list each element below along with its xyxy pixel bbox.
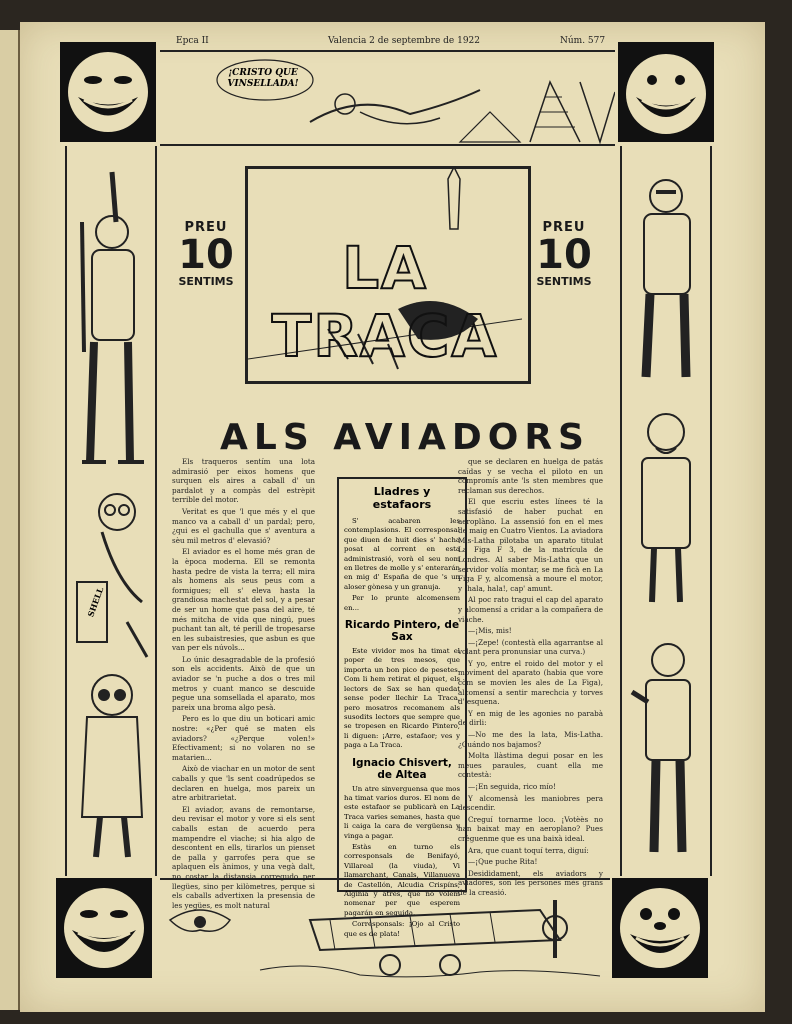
issue-epoch: Epca II	[176, 36, 209, 46]
box-text-1	[344, 647, 460, 750]
box-paragraph: Per lo prunte alcomensem en...	[344, 594, 460, 612]
paragraph: que se declaren en huelga de patás caídas y se vecha el piloto en un compromís ante 'ls sten membres que reclaman sus derechos.	[458, 457, 603, 495]
top-banner	[160, 50, 615, 146]
newspaper-page	[20, 22, 765, 1012]
shell-can-label: SHELL	[85, 585, 106, 619]
price-left	[170, 220, 242, 288]
article-column-right	[458, 457, 603, 900]
paragraph: Al poc rato tragui el cap del aparato y alcomensí a cridar a la compañera de viache.	[458, 595, 603, 624]
paragraph: —¡Zepe! (contestà ella agarrantse al volant pera pronunsiar una curva.)	[458, 637, 603, 657]
paragraph: Pero es lo que diu un boticari amic nostre: «¿Per qué se maten els aviadors? «¿Perque volen!» Efectivament; si no volaren no se matarien...	[172, 714, 315, 762]
box-paragraph: Corresponsals: ¡Ojo al Cristo que es de plata!	[344, 920, 460, 938]
box-paragraph: S' acabaren les contemplasions. El corresponsal que diuen de huit dies s' hacha posat al corrent en esta administrasió, vorà el seu nom en lletres de molle y s' enterarán en mig d' España de que 's un aloser gònesa y un granuja.	[344, 517, 460, 591]
price-left-label: PREU	[184, 220, 228, 235]
box-paragraph: Estàs en turno els corresponsals de Benifayó, Villareal (la viuda), Vi llamarchant, Canals, Villanueva de Castellón, Alcudia Crispíns, Alginia y atres, que no volem nomenar per que esperem pagarán en seguida.	[344, 842, 460, 917]
issue-number: Núm. 577	[560, 36, 606, 46]
swindler-name-1: Ricardo Pintero, de Sax	[344, 619, 460, 644]
laughing-face-top-right	[618, 42, 714, 142]
paragraph: El aviador es el home més gran de la època moderna. Ell se remonta hasta pedre de vista la terra; ell mira als homens als seus peus com a formigues; ell s' eleva hasta la grandiosa machestat del sol, y a pesar de ser un home que pasa del aire, té més mitcha de vida que ningú, pues puchant tan alt, té perill de tropesarse en les subaistresies, que asbun es que van per els núvols...	[172, 547, 315, 653]
paragraph: Desididament, els aviadors y aviadores, son les persones més grans de la creasió.	[458, 868, 603, 897]
price-left-unit: SENTIMS	[178, 275, 234, 288]
paragraph: —¡Mis, mis!	[468, 626, 512, 636]
paragraph: —¡Que puche Rita!	[468, 857, 538, 867]
paragraph: El aviador, avans de remontarse, deu revisar el motor y vore si els sent caballs estan de acuerdo pera mampendre el viache; si hia algo de descontent en ells, tirarlos un pienset de palla y garrofes pera que se aplaquen els ànimos, y una vegà dalt, no costar la distansia corregudo per llegües, sino per kilòmetres, perque si els caballs advertixen la presensia de les yegües, es molt natural	[172, 804, 315, 910]
paragraph: Y en mig de les agonies no parabà de dirli:	[458, 708, 603, 728]
article-column-left	[172, 457, 315, 912]
paragraph: —No me des la lata, Mis-Latha. ¿Cuándo nos bajamos?	[458, 730, 603, 749]
issue-date: Valencia 2 de septembre de 1922	[328, 36, 481, 46]
laughing-face-bottom-right	[612, 878, 708, 978]
box-paragraph: Este vividor mos ha timat el poper de tres mesos, que importa un bon pico de pesetes. Com li hem retirat el piquet, els lectors de Sax se han quedat sense poder llechir La Traca, pero mosatros recomanem als susodits lectors que sempre que se tropesen en Ricardo Pintero, li diguen: ¡Arre, estafaor; ves y paga a La Traca.	[344, 647, 460, 750]
article-headline: ALS AVIADORS	[220, 417, 590, 458]
box-title: Lladres y estafaors	[372, 485, 432, 511]
paragraph: Y alcomensà les maniobres pera descendir.	[458, 793, 603, 813]
facing-page-edge	[0, 30, 20, 1010]
aviator-figure-right-bottom	[626, 632, 706, 862]
paragraph: El que escriu estes línees té la satisfasió de haber puchat en aeroplàno. La assensió fon en el mes de maig en Cuatro Vientos. La aviadora Mis-Latha pilotaba un aparato titulat La Figa F 3, de la matrícula de Londres. Al saber Mis-Latha que un servidor volía montar, se me ficà en La Figa F y, alcomensà a moure el motor, y ¡hala, hala!, cap' amunt.	[458, 497, 603, 593]
box-paragraph: Un atre sinverguensa que mos ha timat varios duros. El nom de este estafaor se publicarà en La Traca varies semanes, hasta que li caiga la cara de vergüensa y vinga a pagar.	[344, 784, 460, 840]
paragraph: —¡En seguida, rico mío!	[468, 782, 556, 791]
laughing-face-bottom-left	[56, 878, 152, 978]
box-intro	[344, 517, 460, 613]
paragraph: Ara, que cuant toquí terra, diguí:	[468, 845, 589, 855]
swindler-name-2: Ignacio Chisvert, de Altea	[352, 756, 452, 781]
aviator-figure-right-top	[626, 172, 706, 387]
paragraph: Això de viachar en un motor de sent caballs y que 'ls sent coadrúpedos se declaren en huelga, mos pareix un atre arbitrarietat.	[172, 764, 315, 803]
price-right-label: PREU	[542, 220, 586, 235]
paragraph: Els traqueros sentím una lota admirasió per eixos homens que surquen els aires a caball d' un pardalot y a compàs del estrèpit terrible del motor.	[172, 457, 315, 505]
price-right-number: 10	[536, 232, 592, 278]
aviator-figure-left-bottom	[72, 667, 152, 867]
masthead-logo: LA TRACA	[271, 234, 499, 370]
price-right	[528, 220, 600, 288]
paragraph: Molta llàstima degui posar en les meues paraules, cuant ella me contestà:	[458, 751, 603, 780]
speech-bubble-text: ¡CRISTO QUE VINSELLADA!	[227, 68, 299, 89]
bottom-banner-airplane	[160, 878, 610, 990]
paragraph: Y yo, entre el roido del motor y el moviment del aparato (habia que vore còm se movien les ales de La Figa), alcomensí a sentir marechcia y torves d' esquena.	[458, 658, 603, 707]
laughing-face-top-left	[60, 42, 156, 142]
swindlers-box	[337, 477, 467, 938]
paragraph: Lo únic desagradable de la profesió son els accidents. Això de que un aviador se 'n puche a dos o tres mil metros y cuant manco se descuide pegue una somsellada el aparato, mos pareix una broma algo pesà.	[172, 654, 315, 712]
price-left-number: 10	[178, 232, 234, 278]
paragraph: Creguí tornarme loco. ¡Votèès no han baixat may en aeroplano? Pues crèguenme que es una baixà ideal.	[458, 814, 603, 843]
paragraph: Veritat es que 'l que més y el que manco va a caball d' un pardal; pero, ¿qui es el gachulla que s' aventura a sèu mil metros d' elevasió?	[172, 506, 315, 545]
aviator-with-shell-can	[72, 482, 152, 662]
aviator-figure-left-top	[72, 162, 152, 472]
price-right-unit: SENTIMS	[536, 275, 592, 288]
